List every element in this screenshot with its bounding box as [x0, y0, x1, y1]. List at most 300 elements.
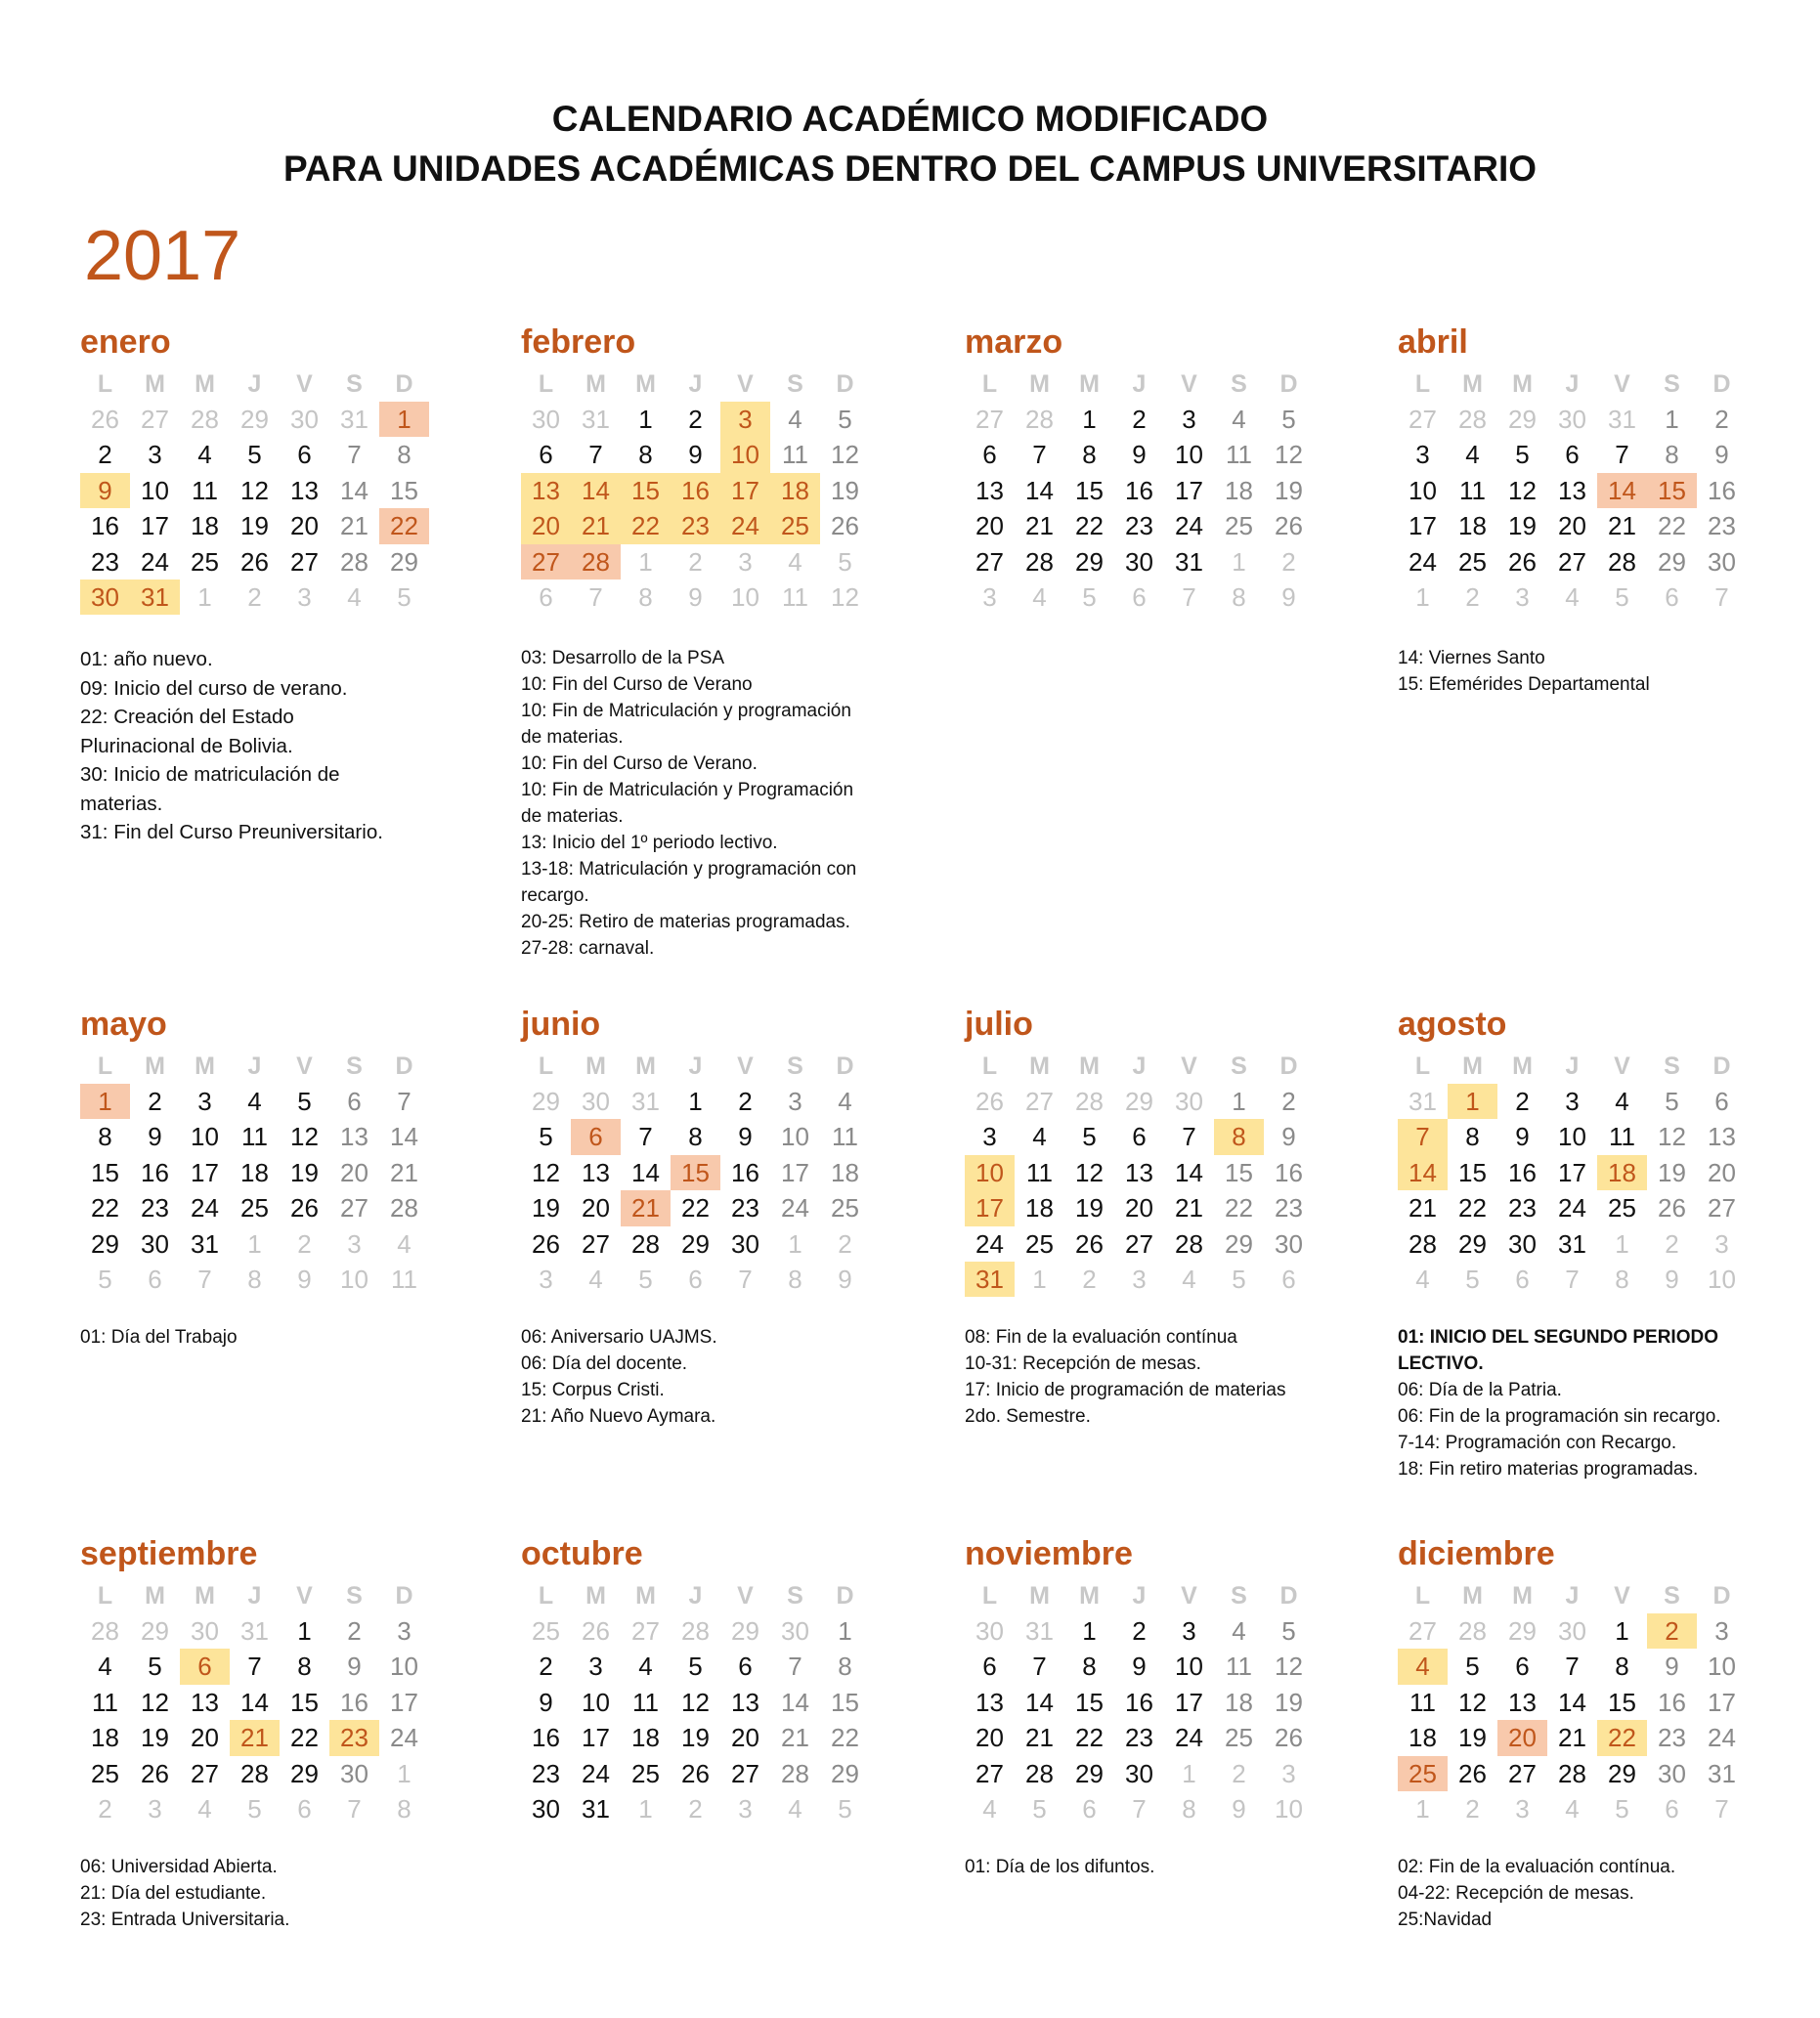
- day-cell: 6: [738, 1652, 753, 1682]
- month-septiembre: [80, 1529, 481, 1826]
- day-cell-outside: 1: [1232, 546, 1246, 577]
- day-cell-outside: 6: [1515, 1264, 1530, 1294]
- day-cell-outside: 3: [1132, 1264, 1147, 1294]
- day-cell-outside: 31: [1408, 1087, 1437, 1116]
- day-cell: 20: [582, 1193, 610, 1224]
- day-cell: 16: [1125, 1687, 1153, 1717]
- day-cell-outside: 1: [247, 1228, 262, 1259]
- note-line: 21: Día del estudiante.: [80, 1883, 267, 1904]
- day-cell: 10: [1175, 440, 1203, 470]
- day-cell: 6: [347, 1087, 362, 1116]
- day-cell: 9: [1281, 1122, 1296, 1152]
- day-cell: 13: [521, 473, 571, 508]
- weekday-label: J: [1132, 1582, 1147, 1610]
- day-cell: 9: [539, 1687, 553, 1717]
- day-cell: 4: [838, 1087, 852, 1116]
- weekday-label: V: [737, 1582, 754, 1610]
- day-cell: 10: [781, 1122, 809, 1152]
- day-cell: 14: [390, 1122, 418, 1152]
- day-cell: 3: [1565, 1087, 1580, 1116]
- day-cell: 17: [965, 1190, 1015, 1225]
- note-line: 23: Entrada Universitaria.: [80, 1910, 290, 1930]
- weekday-label: M: [635, 1582, 656, 1610]
- day-cell: 18: [1025, 1193, 1054, 1224]
- day-cell: 16: [141, 1157, 169, 1187]
- day-cell: 22: [290, 1723, 319, 1753]
- day-cell: 3: [1182, 1616, 1196, 1646]
- weekday-label: L: [538, 1582, 554, 1610]
- day-cell: 18: [1597, 1155, 1647, 1190]
- month-name: enero: [80, 323, 171, 361]
- day-cell: 21: [781, 1723, 809, 1753]
- day-cell: 9: [1132, 440, 1147, 470]
- day-cell: 26: [1508, 546, 1537, 577]
- day-cell-outside: 7: [588, 581, 603, 612]
- day-cell: 16: [1708, 475, 1736, 505]
- day-cell: 5: [247, 440, 262, 470]
- day-cell: 12: [1275, 1652, 1303, 1682]
- day-cell: 30: [340, 1758, 368, 1788]
- day-cell: 4: [197, 440, 212, 470]
- day-cell: 27: [340, 1193, 368, 1224]
- month-marzo: [965, 318, 1365, 615]
- day-cell: 15: [1225, 1157, 1253, 1187]
- day-cell: 24: [781, 1193, 809, 1224]
- weekday-label: V: [737, 370, 754, 398]
- day-cell: 5: [148, 1652, 162, 1682]
- day-cell-outside: 3: [982, 581, 997, 612]
- month-name: julio: [965, 1006, 1033, 1043]
- day-cell: 6: [1714, 1087, 1729, 1116]
- day-cell-outside: 8: [1232, 581, 1246, 612]
- day-cell: 15: [831, 1687, 859, 1717]
- day-cell: 10: [1558, 1122, 1586, 1152]
- day-cell: 25: [1225, 511, 1253, 541]
- day-cell: 7: [1182, 1122, 1196, 1152]
- note-line: 08: Fin de la evaluación contínua: [965, 1327, 1237, 1348]
- note-line: de materias.: [521, 806, 624, 827]
- weekday-label: V: [1181, 1582, 1197, 1610]
- weekday-label: M: [1079, 1052, 1100, 1080]
- day-cell-outside: 31: [240, 1616, 269, 1646]
- weekday-label: M: [585, 370, 606, 398]
- day-cell: 14: [631, 1157, 660, 1187]
- day-cell: 10: [141, 475, 169, 505]
- day-cell: 16: [91, 511, 119, 541]
- weekday-label: S: [1231, 1052, 1247, 1080]
- day-cell: 14: [340, 475, 368, 505]
- note-line: 10: Fin del Curso de Verano: [521, 674, 753, 695]
- note-line: 10: Fin de Matriculación y Programación: [521, 780, 854, 800]
- month-name: noviembre: [965, 1535, 1133, 1572]
- day-cell: 11: [1226, 1652, 1252, 1682]
- day-cell-outside: 8: [247, 1264, 262, 1294]
- day-cell: 1: [1082, 405, 1097, 434]
- day-cell: 28: [1558, 1758, 1586, 1788]
- day-cell: 20: [521, 508, 571, 543]
- note-line: 21: Año Nuevo Aymara.: [521, 1406, 716, 1427]
- weekday-label: D: [1279, 1582, 1298, 1610]
- day-cell: 2: [1714, 405, 1729, 434]
- day-cell: 5: [1515, 440, 1530, 470]
- weekday-label: V: [296, 370, 313, 398]
- weekday-label: L: [981, 370, 998, 398]
- month-name: mayo: [80, 1006, 167, 1043]
- day-cell-outside: 7: [347, 1793, 362, 1824]
- note-line: 01: INICIO DEL SEGUNDO PERIODO: [1398, 1327, 1718, 1348]
- day-cell: 22: [831, 1723, 859, 1753]
- note-line: 10: Fin de Matriculación y programación: [521, 701, 851, 721]
- day-cell: 21: [230, 1720, 280, 1755]
- day-cell: 18: [240, 1157, 269, 1187]
- day-cell: 11: [832, 1122, 858, 1152]
- day-cell: 3: [197, 1087, 212, 1116]
- day-cell-outside: 6: [539, 581, 553, 612]
- day-cell: 11: [1409, 1687, 1436, 1717]
- day-cell-outside: 10: [1275, 1793, 1303, 1824]
- day-cell: 28: [240, 1758, 269, 1788]
- weekday-label: S: [1231, 1582, 1247, 1610]
- day-cell: 30: [1508, 1228, 1537, 1259]
- day-cell: 20: [975, 511, 1004, 541]
- day-cell: 28: [571, 544, 621, 580]
- weekday-label: M: [1512, 370, 1533, 398]
- weekday-label: D: [836, 370, 854, 398]
- weekday-label: V: [737, 1052, 754, 1080]
- day-cell: 30: [80, 580, 130, 615]
- day-cell: 9: [1665, 1652, 1679, 1682]
- month-notes-septiembre: [80, 1854, 500, 1933]
- day-cell: 24: [720, 508, 770, 543]
- note-line: 13-18: Matriculación y programación con: [521, 859, 857, 880]
- weekday-label: M: [195, 1582, 215, 1610]
- day-cell: 12: [1275, 440, 1303, 470]
- day-cell: 2: [1132, 405, 1147, 434]
- month-notes-julio: [965, 1324, 1385, 1430]
- weekday-header: [80, 366, 481, 402]
- day-cell: 3: [588, 1652, 603, 1682]
- day-cell: 20: [290, 511, 319, 541]
- day-cell: 8: [397, 440, 412, 470]
- days-grid: [965, 1084, 1365, 1297]
- day-cell: 19: [831, 475, 859, 505]
- month-name: junio: [521, 1006, 601, 1043]
- weekday-label: S: [1664, 370, 1680, 398]
- day-cell: 23: [329, 1720, 379, 1755]
- note-line: 01: Día de los difuntos.: [965, 1857, 1155, 1877]
- day-cell-outside: 5: [838, 546, 852, 577]
- day-cell: 21: [340, 511, 368, 541]
- day-cell-outside: 9: [1232, 1793, 1246, 1824]
- note-line: 09: Inicio del curso de verano.: [80, 676, 348, 700]
- day-cell: 5: [1281, 1616, 1296, 1646]
- day-cell: 2: [1647, 1613, 1697, 1649]
- day-cell-outside: 4: [1415, 1264, 1430, 1294]
- weekday-label: L: [1414, 1582, 1431, 1610]
- day-cell: 2: [1281, 1087, 1296, 1116]
- day-cell: 7: [1398, 1119, 1448, 1154]
- day-cell: 9: [80, 473, 130, 508]
- day-cell: 12: [1658, 1122, 1686, 1152]
- day-cell-outside: 11: [391, 1264, 417, 1294]
- day-cell: 28: [340, 546, 368, 577]
- day-cell: 18: [831, 1157, 859, 1187]
- day-cell: 9: [347, 1652, 362, 1682]
- day-cell-outside: 4: [397, 1228, 412, 1259]
- day-cell-outside: 30: [532, 405, 560, 434]
- note-line: 31: Fin del Curso Preuniversitario.: [80, 821, 383, 843]
- day-cell: 18: [1225, 1687, 1253, 1717]
- weekday-label: M: [1029, 1582, 1050, 1610]
- day-cell: 1: [80, 1084, 130, 1119]
- day-cell-outside: 5: [98, 1264, 112, 1294]
- day-cell-outside: 7: [197, 1264, 212, 1294]
- day-cell-outside: 5: [1465, 1264, 1480, 1294]
- day-cell: 7: [347, 440, 362, 470]
- month-name: marzo: [965, 323, 1063, 361]
- day-cell: 21: [571, 508, 621, 543]
- weekday-header: [965, 1049, 1365, 1084]
- day-cell: 21: [1558, 1723, 1586, 1753]
- day-cell: 2: [148, 1087, 162, 1116]
- day-cell: 23: [141, 1193, 169, 1224]
- weekday-label: M: [635, 370, 656, 398]
- weekday-label: S: [787, 370, 803, 398]
- day-cell-outside: 7: [1565, 1264, 1580, 1294]
- day-cell: 13: [191, 1687, 219, 1717]
- weekday-label: J: [1565, 370, 1580, 398]
- day-cell: 29: [91, 1228, 119, 1259]
- day-cell: 21: [1025, 1723, 1054, 1753]
- days-grid: [521, 1084, 922, 1297]
- weekday-label: S: [787, 1582, 803, 1610]
- day-cell-outside: 9: [838, 1264, 852, 1294]
- day-cell: 28: [631, 1228, 660, 1259]
- day-cell: 29: [1075, 1758, 1104, 1788]
- day-cell: 19: [532, 1193, 560, 1224]
- day-cell-outside: 7: [1714, 1793, 1729, 1824]
- day-cell-outside: 2: [688, 546, 703, 577]
- day-cell: 21: [1408, 1193, 1437, 1224]
- month-notes-junio: [521, 1324, 941, 1430]
- day-cell: 6: [571, 1119, 621, 1154]
- day-cell: 20: [1708, 1157, 1736, 1187]
- day-cell: 8: [1082, 1652, 1097, 1682]
- day-cell: 28: [1175, 1228, 1203, 1259]
- note-line: 20-25: Retiro de materias programadas.: [521, 912, 850, 932]
- day-cell: 23: [1275, 1193, 1303, 1224]
- day-cell: 19: [141, 1723, 169, 1753]
- day-cell-outside: 8: [638, 581, 653, 612]
- weekday-label: J: [688, 1052, 703, 1080]
- day-cell: 17: [141, 511, 169, 541]
- day-cell-outside: 10: [731, 581, 759, 612]
- day-cell: 28: [1025, 546, 1054, 577]
- weekday-label: M: [1079, 370, 1100, 398]
- day-cell: 5: [838, 405, 852, 434]
- year-label: 2017: [84, 217, 241, 295]
- day-cell-outside: 8: [397, 1793, 412, 1824]
- day-cell: 22: [1225, 1193, 1253, 1224]
- day-cell: 10: [582, 1687, 610, 1717]
- day-cell-outside: 10: [1708, 1264, 1736, 1294]
- day-cell: 30: [1275, 1228, 1303, 1259]
- day-cell: 24: [1408, 546, 1437, 577]
- day-cell: 16: [1658, 1687, 1686, 1717]
- day-cell: 29: [390, 546, 418, 577]
- day-cell: 1: [379, 402, 429, 437]
- weekday-label: V: [1614, 1582, 1630, 1610]
- day-cell-outside: 1: [638, 546, 653, 577]
- day-cell-outside: 12: [831, 581, 859, 612]
- weekday-label: J: [247, 370, 262, 398]
- day-cell: 25: [1225, 1723, 1253, 1753]
- day-cell-outside: 6: [1665, 581, 1679, 612]
- day-cell-outside: 1: [1032, 1264, 1047, 1294]
- day-cell: 27: [975, 1758, 1004, 1788]
- day-cell-outside: 28: [681, 1616, 710, 1646]
- month-name: diciembre: [1398, 1535, 1555, 1572]
- day-cell-outside: 30: [1175, 1087, 1203, 1116]
- day-cell-outside: 30: [290, 405, 319, 434]
- day-cell-outside: 3: [347, 1228, 362, 1259]
- page-title: [0, 94, 1820, 193]
- day-cell: 6: [539, 440, 553, 470]
- day-cell: 19: [1658, 1157, 1686, 1187]
- day-cell-outside: 8: [1615, 1264, 1629, 1294]
- day-cell: 14: [240, 1687, 269, 1717]
- day-cell: 16: [731, 1157, 759, 1187]
- day-cell-outside: 30: [975, 1616, 1004, 1646]
- day-cell: 8: [838, 1652, 852, 1682]
- day-cell-outside: 9: [297, 1264, 312, 1294]
- day-cell-outside: 4: [197, 1793, 212, 1824]
- day-cell: 8: [1615, 1652, 1629, 1682]
- day-cell-outside: 4: [788, 546, 802, 577]
- weekday-header: [1398, 366, 1798, 402]
- weekday-header: [80, 1578, 481, 1613]
- days-grid: [80, 1613, 481, 1826]
- day-cell: 9: [1132, 1652, 1147, 1682]
- day-cell: 12: [1508, 475, 1537, 505]
- day-cell-outside: 4: [1032, 581, 1047, 612]
- month-abril: [1398, 318, 1798, 615]
- day-cell-outside: 28: [1025, 405, 1054, 434]
- day-cell: 27: [290, 546, 319, 577]
- day-cell-outside: 31: [340, 405, 368, 434]
- day-cell-outside: 5: [1082, 581, 1097, 612]
- day-cell-outside: 26: [975, 1087, 1004, 1116]
- day-cell: 2: [688, 405, 703, 434]
- note-line: 06: Aniversario UAJMS.: [521, 1327, 717, 1348]
- day-cell-outside: 2: [1232, 1758, 1246, 1788]
- days-grid: [965, 1613, 1365, 1826]
- day-cell-outside: 6: [1281, 1264, 1296, 1294]
- day-cell: 17: [1408, 511, 1437, 541]
- day-cell: 17: [781, 1157, 809, 1187]
- day-cell-outside: 29: [1125, 1087, 1153, 1116]
- day-cell: 3: [1182, 405, 1196, 434]
- month-enero: [80, 318, 481, 615]
- day-cell: 1: [1232, 1087, 1246, 1116]
- weekday-label: M: [1029, 1052, 1050, 1080]
- month-name: abril: [1398, 323, 1468, 361]
- weekday-label: S: [346, 1052, 363, 1080]
- weekday-label: L: [97, 1052, 113, 1080]
- day-cell-outside: 2: [98, 1793, 112, 1824]
- day-cell: 18: [191, 511, 219, 541]
- day-cell-outside: 27: [1408, 405, 1437, 434]
- day-cell: 25: [91, 1758, 119, 1788]
- title-line-1: CALENDARIO ACADÉMICO MODIFICADO: [551, 99, 1269, 139]
- day-cell-outside: 1: [1615, 1228, 1629, 1259]
- day-cell-outside: 28: [191, 405, 219, 434]
- day-cell: 1: [1665, 405, 1679, 434]
- note-line: 27-28: carnaval.: [521, 938, 655, 959]
- day-cell: 30: [1125, 1758, 1153, 1788]
- day-cell: 13: [1708, 1122, 1736, 1152]
- day-cell: 18: [631, 1723, 660, 1753]
- weekday-label: L: [1414, 370, 1431, 398]
- day-cell: 10: [720, 437, 770, 472]
- day-cell: 6: [1565, 440, 1580, 470]
- day-cell: 10: [390, 1652, 418, 1682]
- day-cell: 27: [731, 1758, 759, 1788]
- weekday-label: D: [836, 1582, 854, 1610]
- day-cell: 26: [1458, 1758, 1487, 1788]
- day-cell: 15: [290, 1687, 319, 1717]
- day-cell-outside: 2: [1465, 581, 1480, 612]
- day-cell-outside: 6: [297, 1793, 312, 1824]
- day-cell: 9: [148, 1122, 162, 1152]
- day-cell-outside: 3: [738, 1793, 753, 1824]
- day-cell-outside: 31: [631, 1087, 660, 1116]
- day-cell: 21: [390, 1157, 418, 1187]
- month-notes-noviembre: [965, 1854, 1385, 1880]
- month-notes-febrero: [521, 645, 941, 962]
- day-cell-outside: 29: [532, 1087, 560, 1116]
- day-cell: 4: [1232, 1616, 1246, 1646]
- day-cell: 16: [1275, 1157, 1303, 1187]
- weekday-label: L: [97, 370, 113, 398]
- day-cell: 1: [688, 1087, 703, 1116]
- day-cell: 11: [782, 440, 808, 470]
- day-cell: 14: [781, 1687, 809, 1717]
- day-cell: 26: [1275, 1723, 1303, 1753]
- day-cell: 27: [975, 546, 1004, 577]
- month-notes-abril: [1398, 645, 1818, 698]
- day-cell: 13: [340, 1122, 368, 1152]
- day-cell-outside: 4: [982, 1793, 997, 1824]
- day-cell: 20: [1497, 1720, 1547, 1755]
- weekday-label: J: [688, 1582, 703, 1610]
- month-name: agosto: [1398, 1006, 1507, 1043]
- day-cell: 25: [1398, 1756, 1448, 1791]
- day-cell: 25: [1608, 1193, 1636, 1224]
- note-line: LECTIVO.: [1398, 1353, 1484, 1374]
- note-line: Plurinacional de Bolivia.: [80, 734, 293, 757]
- day-cell: 1: [1082, 1616, 1097, 1646]
- day-cell: 29: [831, 1758, 859, 1788]
- weekday-label: M: [585, 1052, 606, 1080]
- day-cell: 12: [532, 1157, 560, 1187]
- days-grid: [80, 1084, 481, 1297]
- day-cell: 2: [98, 440, 112, 470]
- day-cell: 4: [247, 1087, 262, 1116]
- note-line: 13: Inicio del 1º periodo lectivo.: [521, 833, 778, 853]
- day-cell: 1: [1615, 1616, 1629, 1646]
- weekday-label: S: [1231, 370, 1247, 398]
